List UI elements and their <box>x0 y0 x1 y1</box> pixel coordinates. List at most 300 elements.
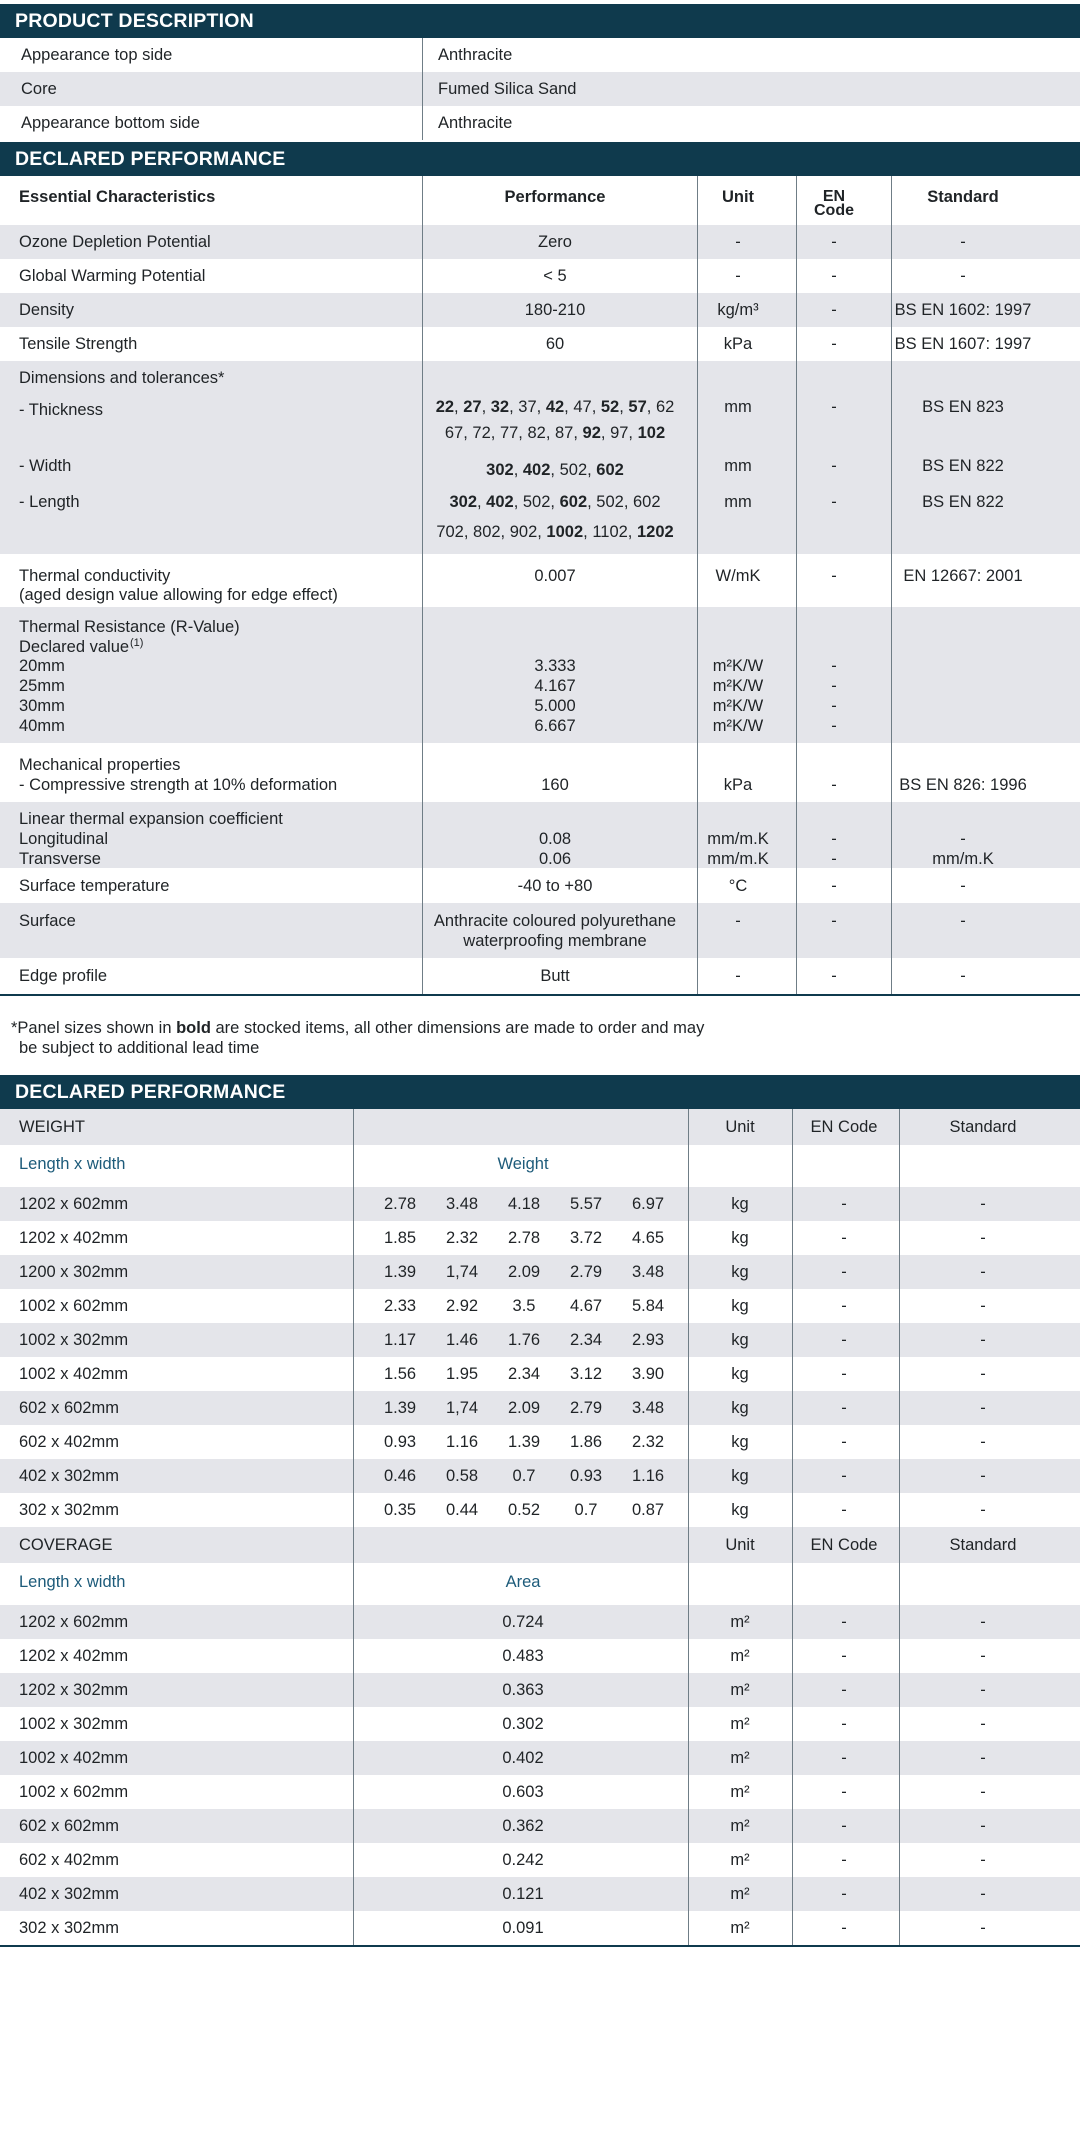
cell-text: - <box>831 398 837 416</box>
cell-text: Core <box>21 80 57 98</box>
weight-value: 3.48 <box>631 1399 665 1417</box>
cell-text: mm <box>724 493 752 511</box>
column-divider <box>697 176 698 994</box>
performance-row <box>0 327 1080 361</box>
cell-text: - <box>841 1365 847 1383</box>
cell-text: - <box>735 912 741 930</box>
cell-text: - <box>841 1263 847 1281</box>
cell-text: - <box>841 1715 847 1733</box>
cell-text: - <box>980 1365 986 1383</box>
cell-text: 302 x 302mm <box>19 1919 119 1937</box>
cell-text: 0.363 <box>502 1681 544 1699</box>
dimension-value: 82 <box>527 424 546 442</box>
separator: , <box>537 523 547 541</box>
cell-text: - <box>980 1229 986 1247</box>
cell-text: 160 <box>541 776 569 794</box>
cell-text: kg <box>731 1331 749 1349</box>
weight-value: 1.86 <box>569 1433 603 1451</box>
weight-value: 2.79 <box>569 1399 603 1417</box>
thickness-values <box>445 424 665 443</box>
dimension-value: 27 <box>463 398 482 416</box>
cell-text: - <box>841 1851 847 1869</box>
coverage-row <box>0 1843 1080 1877</box>
cell-text: Code <box>814 202 854 219</box>
weight-value: 1.39 <box>507 1433 541 1451</box>
dimension-value: 72 <box>472 424 491 442</box>
cell-text: Longitudinal <box>19 830 108 848</box>
length-values <box>449 493 660 512</box>
cell-text: 602 x 602mm <box>19 1817 119 1835</box>
cell-text: 1202 x 302mm <box>19 1681 129 1699</box>
separator: , <box>550 461 560 479</box>
cell-text: - <box>980 1919 986 1937</box>
weight-value: 1,74 <box>445 1263 479 1281</box>
weight-value: 1,74 <box>445 1399 479 1417</box>
dimension-value: 52 <box>600 398 620 416</box>
cell-text: 1202 x 602mm <box>19 1195 129 1213</box>
separator: , <box>600 424 611 442</box>
cell-text: - <box>831 233 837 251</box>
cell-text: 0.483 <box>502 1647 544 1665</box>
cell-text: waterproofing membrane <box>463 932 647 950</box>
cell-text: EN <box>822 188 846 205</box>
footnote-text: *Panel sizes shown in <box>11 1019 177 1037</box>
table-bottom-rule <box>0 1945 1080 1947</box>
cell-text: 1202 x 602mm <box>19 1613 129 1631</box>
dimension-value: 702 <box>436 523 464 541</box>
cell-text: 6.667 <box>534 717 576 735</box>
cell-text: - <box>841 1647 847 1665</box>
cell-text: - <box>831 567 837 585</box>
cell-text: 25mm <box>19 677 65 695</box>
separator: , <box>477 493 487 511</box>
weight-value: 2.92 <box>445 1297 479 1315</box>
cell-text: - <box>831 776 837 794</box>
dimension-value: 42 <box>545 398 565 416</box>
separator: , <box>509 398 519 416</box>
separator: , <box>481 398 491 416</box>
weight-value: 1.76 <box>507 1331 541 1349</box>
cell-text: 30mm <box>19 697 65 715</box>
performance-row <box>0 259 1080 293</box>
dimension-value: 502 <box>522 493 551 511</box>
cell-text: 402 x 302mm <box>19 1467 119 1485</box>
cell-text: Global Warming Potential <box>19 267 206 285</box>
weight-value: 2.78 <box>383 1195 417 1213</box>
weight-value: 1.39 <box>383 1263 417 1281</box>
table-bottom-rule <box>0 994 1080 996</box>
weight-value: 2.32 <box>445 1229 479 1247</box>
weight-value: 0.58 <box>445 1467 479 1485</box>
separator: , <box>536 398 546 416</box>
cell-text: - <box>960 967 966 985</box>
cell-text: - <box>831 267 837 285</box>
separator: , <box>627 523 637 541</box>
cell-text: BS EN 1607: 1997 <box>894 335 1032 353</box>
dimension-value: 602 <box>596 461 624 479</box>
dimension-value: 92 <box>582 424 601 442</box>
declared-performance-header: DECLARED PERFORMANCE <box>0 142 1080 176</box>
cell-text: 20mm <box>19 657 65 675</box>
coverage-row <box>0 1707 1080 1741</box>
separator: , <box>646 398 656 416</box>
separator: , <box>463 523 474 541</box>
separator: , <box>619 398 629 416</box>
subheader-row <box>0 1145 1080 1185</box>
column-divider <box>792 1109 793 1945</box>
coverage-row <box>0 1877 1080 1911</box>
surface-row <box>0 903 1080 958</box>
weight-value: 1.39 <box>383 1399 417 1417</box>
dimension-value: 1202 <box>636 523 674 541</box>
cell-text: 0.121 <box>502 1885 544 1903</box>
dimension-value: 402 <box>486 493 514 511</box>
coverage-row <box>0 1639 1080 1673</box>
column-header-row <box>0 1527 1080 1563</box>
weight-value: 0.44 <box>445 1501 479 1519</box>
length-values <box>436 523 673 542</box>
dimension-value: 502 <box>559 461 588 479</box>
cell-text: kg <box>731 1229 749 1247</box>
cell-text: - <box>735 233 741 251</box>
dimension-value: 302 <box>486 461 514 479</box>
dimension-value: 602 <box>559 493 588 511</box>
cell-text: 1200 x 302mm <box>19 1263 129 1281</box>
weight-value: 1.46 <box>445 1331 479 1349</box>
weight-value: 2.34 <box>507 1365 541 1383</box>
cell-text: kg/m³ <box>717 301 759 319</box>
dimension-value: 32 <box>490 398 510 416</box>
dimension-value: 402 <box>522 461 551 479</box>
cell-text: BS EN 822 <box>922 493 1004 511</box>
cell-text: - <box>841 1817 847 1835</box>
performance-row <box>0 225 1080 259</box>
separator: , <box>513 461 523 479</box>
thickness-values <box>436 398 675 417</box>
column-divider <box>891 176 892 994</box>
weight-value: 5.84 <box>631 1297 665 1315</box>
cell-text: - <box>841 1681 847 1699</box>
cell-text: 1002 x 602mm <box>19 1783 129 1801</box>
cell-text: mm <box>724 398 752 416</box>
cell-text: EN Code <box>810 1118 878 1136</box>
cell-text: 1202 x 402mm <box>19 1229 129 1247</box>
column-divider <box>688 1109 689 1945</box>
cell-text: WEIGHT <box>19 1118 85 1136</box>
cell-text: Declared value <box>19 638 130 656</box>
cell-text: 0.06 <box>538 850 572 868</box>
dimension-value: 1102 <box>592 523 628 541</box>
surface-temperature-row <box>0 869 1080 903</box>
cell-text: - Length <box>19 493 80 511</box>
cell-text: -40 to +80 <box>517 877 593 895</box>
cell-text: - <box>831 457 837 475</box>
footnote <box>11 1018 704 1038</box>
cell-text: 602 x 402mm <box>19 1851 119 1869</box>
cell-text: - <box>831 877 837 895</box>
cell-text: 0.362 <box>502 1817 544 1835</box>
cell-text: m² <box>730 1647 750 1665</box>
dimension-value: 47 <box>573 398 592 416</box>
separator: , <box>463 424 473 442</box>
mechanical-row <box>0 744 1080 801</box>
separator: , <box>545 424 555 442</box>
cell-text: 602 x 602mm <box>19 1399 119 1417</box>
weight-value: 0.46 <box>383 1467 417 1485</box>
dimension-value: 37 <box>518 398 537 416</box>
cell-text: Appearance bottom side <box>21 114 200 132</box>
weight-value: 1.16 <box>631 1467 665 1485</box>
cell-text: 3.333 <box>534 657 576 675</box>
cell-text: 1002 x 302mm <box>19 1715 129 1733</box>
dimension-value: 802 <box>473 523 501 541</box>
weight-value: 6.97 <box>631 1195 665 1213</box>
cell-text: - <box>841 1433 847 1451</box>
cell-text: 0.242 <box>502 1851 544 1869</box>
weight-row <box>0 1323 1080 1357</box>
column-header-row <box>0 1109 1080 1145</box>
weight-value: 2.09 <box>507 1399 541 1417</box>
separator: , <box>500 523 510 541</box>
cell-text: kPa <box>723 335 753 353</box>
cell-text: m²K/W <box>712 657 764 675</box>
cell-text: W/mK <box>715 567 761 585</box>
cell-text: Essential Characteristics <box>19 188 216 206</box>
footnote-text: are stocked items, all other dimensions are made to order and may <box>210 1019 705 1037</box>
cell-text: kg <box>731 1263 749 1281</box>
coverage-row <box>0 1605 1080 1639</box>
weight-value: 0.35 <box>383 1501 417 1519</box>
cell-text: - <box>960 912 966 930</box>
cell-text: - <box>980 1647 986 1665</box>
dimension-value: 22 <box>435 398 455 416</box>
cell-text: - <box>841 1467 847 1485</box>
cell-text: Transverse <box>19 850 101 868</box>
product-description-header: PRODUCT DESCRIPTION <box>0 4 1080 38</box>
cell-text: Performance <box>504 188 606 206</box>
cell-text: - <box>831 677 837 695</box>
dimension-value: 502 <box>596 493 624 511</box>
cell-text: m² <box>730 1681 750 1699</box>
separator: , <box>573 424 583 442</box>
footnote-bold: bold <box>176 1019 211 1037</box>
cell-text: BS EN 1602: 1997 <box>894 301 1032 319</box>
cell-text: mm <box>724 457 752 475</box>
cell-text: - <box>831 850 837 868</box>
cell-text: - <box>831 830 837 848</box>
cell-text: Anthracite <box>438 46 513 64</box>
cell-text: 1202 x 402mm <box>19 1647 129 1665</box>
cell-text: Unit <box>721 188 755 206</box>
weight-row <box>0 1357 1080 1391</box>
cell-text: 1002 x 402mm <box>19 1749 129 1767</box>
cell-text: m²K/W <box>712 677 764 695</box>
cell-text: Standard <box>949 1118 1017 1136</box>
weight-value: 3.48 <box>445 1195 479 1213</box>
cell-text: 0.402 <box>502 1749 544 1767</box>
cell-text: m²K/W <box>712 697 764 715</box>
weight-value: 3.5 <box>512 1297 536 1315</box>
cell-text: EN 12667: 2001 <box>903 567 1023 585</box>
cell-text: - <box>841 1229 847 1247</box>
column-divider <box>422 38 423 140</box>
footnote-marker: (1) <box>130 637 144 649</box>
weight-row <box>0 1187 1080 1221</box>
cell-text: Unit <box>725 1118 755 1136</box>
cell-text: Butt <box>540 967 570 985</box>
weight-value: 2.32 <box>631 1433 665 1451</box>
cell-text: (aged design value allowing for edge effect) <box>19 586 338 604</box>
cell-text: Linear thermal expansion coefficient <box>19 810 283 828</box>
cell-text: 302 x 302mm <box>19 1501 119 1519</box>
cell-text: m² <box>730 1817 750 1835</box>
cell-text: - Width <box>19 457 72 475</box>
cell-text: - <box>980 1613 986 1631</box>
cell-text: 1002 x 402mm <box>19 1365 129 1383</box>
coverage-row <box>0 1775 1080 1809</box>
cell-text: - <box>980 1783 986 1801</box>
weight-value: 0.52 <box>507 1501 541 1519</box>
cell-text: 0.302 <box>502 1715 544 1733</box>
cell-text: m² <box>730 1613 750 1631</box>
cell-text: - <box>960 267 966 285</box>
weight-value: 1.56 <box>383 1365 417 1383</box>
weight-row <box>0 1221 1080 1255</box>
cell-text: - <box>831 912 837 930</box>
coverage-row <box>0 1673 1080 1707</box>
cell-text: kPa <box>723 776 753 794</box>
cell-text: - <box>831 301 837 319</box>
cell-text: 1002 x 302mm <box>19 1331 129 1349</box>
cell-text: - <box>735 967 741 985</box>
cell-text: - <box>841 1501 847 1519</box>
cell-text: - <box>980 1715 986 1733</box>
column-divider <box>796 176 797 994</box>
cell-text: - <box>980 1817 986 1835</box>
weight-value: 2.79 <box>569 1263 603 1281</box>
weight-value: 1.17 <box>383 1331 417 1349</box>
separator: , <box>518 424 528 442</box>
separator: , <box>490 424 500 442</box>
dimension-value: 67 <box>444 424 464 442</box>
weight-value: 3.72 <box>569 1229 603 1247</box>
cell-text: - <box>980 1885 986 1903</box>
cell-text: Ozone Depletion Potential <box>19 233 211 251</box>
cell-text: 60 <box>545 335 565 353</box>
cell-text: 0.603 <box>502 1783 544 1801</box>
cell-text: Standard <box>927 188 999 206</box>
cell-text: Appearance top side <box>21 46 173 64</box>
cell-text: EN Code <box>810 1536 878 1554</box>
cell-text: m² <box>730 1851 750 1869</box>
weight-value: 2.34 <box>569 1331 603 1349</box>
dimension-value: 102 <box>637 424 666 442</box>
linear-expansion-row <box>0 802 1080 868</box>
cell-text: Anthracite <box>438 114 513 132</box>
width-values <box>486 461 624 480</box>
cell-text: 0.007 <box>534 567 576 585</box>
column-divider <box>899 1109 900 1945</box>
cell-text: - <box>831 335 837 353</box>
weight-value: 3.48 <box>631 1263 665 1281</box>
cell-text: Surface <box>19 912 76 930</box>
cell-text: Length x width <box>19 1155 126 1173</box>
cell-text: °C <box>728 877 748 895</box>
weight-value: 5.57 <box>569 1195 603 1213</box>
cell-text: 40mm <box>19 717 65 735</box>
cell-text: - <box>960 877 966 895</box>
weight-value: 1.95 <box>445 1365 479 1383</box>
separator: , <box>550 493 560 511</box>
cell-text: m² <box>730 1919 750 1937</box>
cell-text: - <box>980 1195 986 1213</box>
cell-text: Mechanical properties <box>19 756 181 774</box>
cell-text: - <box>980 1851 986 1869</box>
weight-value: 1.85 <box>383 1229 417 1247</box>
cell-text: BS EN 823 <box>922 398 1004 416</box>
weight-value: 0.93 <box>383 1433 417 1451</box>
weight-value: 0.87 <box>631 1501 665 1519</box>
cell-text: m² <box>730 1749 750 1767</box>
separator: , <box>591 398 601 416</box>
subheader-row <box>0 1563 1080 1603</box>
column-header-row <box>0 176 1080 224</box>
cell-text: - <box>831 657 837 675</box>
cell-text: Thermal Resistance (R-Value) <box>19 618 240 636</box>
cell-text: kg <box>731 1399 749 1417</box>
performance-row <box>0 293 1080 327</box>
dimension-value: 902 <box>509 523 538 541</box>
cell-text: - <box>980 1467 986 1485</box>
cell-text: BS EN 822 <box>922 457 1004 475</box>
cell-text: 180-210 <box>524 301 586 319</box>
cell-text: - <box>980 1433 986 1451</box>
separator: , <box>583 523 593 541</box>
cell-text: kg <box>731 1297 749 1315</box>
cell-text: mm/m.K <box>932 850 994 868</box>
weight-row <box>0 1391 1080 1425</box>
cell-text: Density <box>19 301 75 319</box>
cell-text: 0.08 <box>538 830 572 848</box>
dimension-value: 77 <box>499 424 519 442</box>
weight-value: 3.90 <box>631 1365 665 1383</box>
weight-value: 4.67 <box>569 1297 603 1315</box>
weight-value: 3.12 <box>569 1365 603 1383</box>
separator: , <box>623 493 633 511</box>
declared-performance-weight-header: DECLARED PERFORMANCE <box>0 1075 1080 1109</box>
weight-row <box>0 1425 1080 1459</box>
weight-row <box>0 1493 1080 1527</box>
weight-value: 4.65 <box>631 1229 665 1247</box>
column-divider <box>353 1109 354 1945</box>
cell-text: - <box>980 1263 986 1281</box>
cell-text: BS EN 826: 1996 <box>899 776 1027 794</box>
cell-text: - <box>980 1501 986 1519</box>
cell-text: - <box>980 1297 986 1315</box>
thermal-resistance-row <box>0 607 1080 743</box>
cell-text: Weight <box>497 1155 549 1173</box>
cell-text: Thermal conductivity <box>19 567 171 585</box>
cell-text: - <box>980 1331 986 1349</box>
dimension-value: 87 <box>555 424 574 442</box>
cell-text: 4.167 <box>534 677 576 695</box>
cell-text: Dimensions and tolerances* <box>19 369 225 387</box>
cell-text: Anthracite coloured polyurethane <box>433 912 677 930</box>
product-row <box>0 38 1080 72</box>
weight-value: 2.93 <box>631 1331 665 1349</box>
cell-text: m²K/W <box>712 717 764 735</box>
cell-text: - <box>841 1399 847 1417</box>
